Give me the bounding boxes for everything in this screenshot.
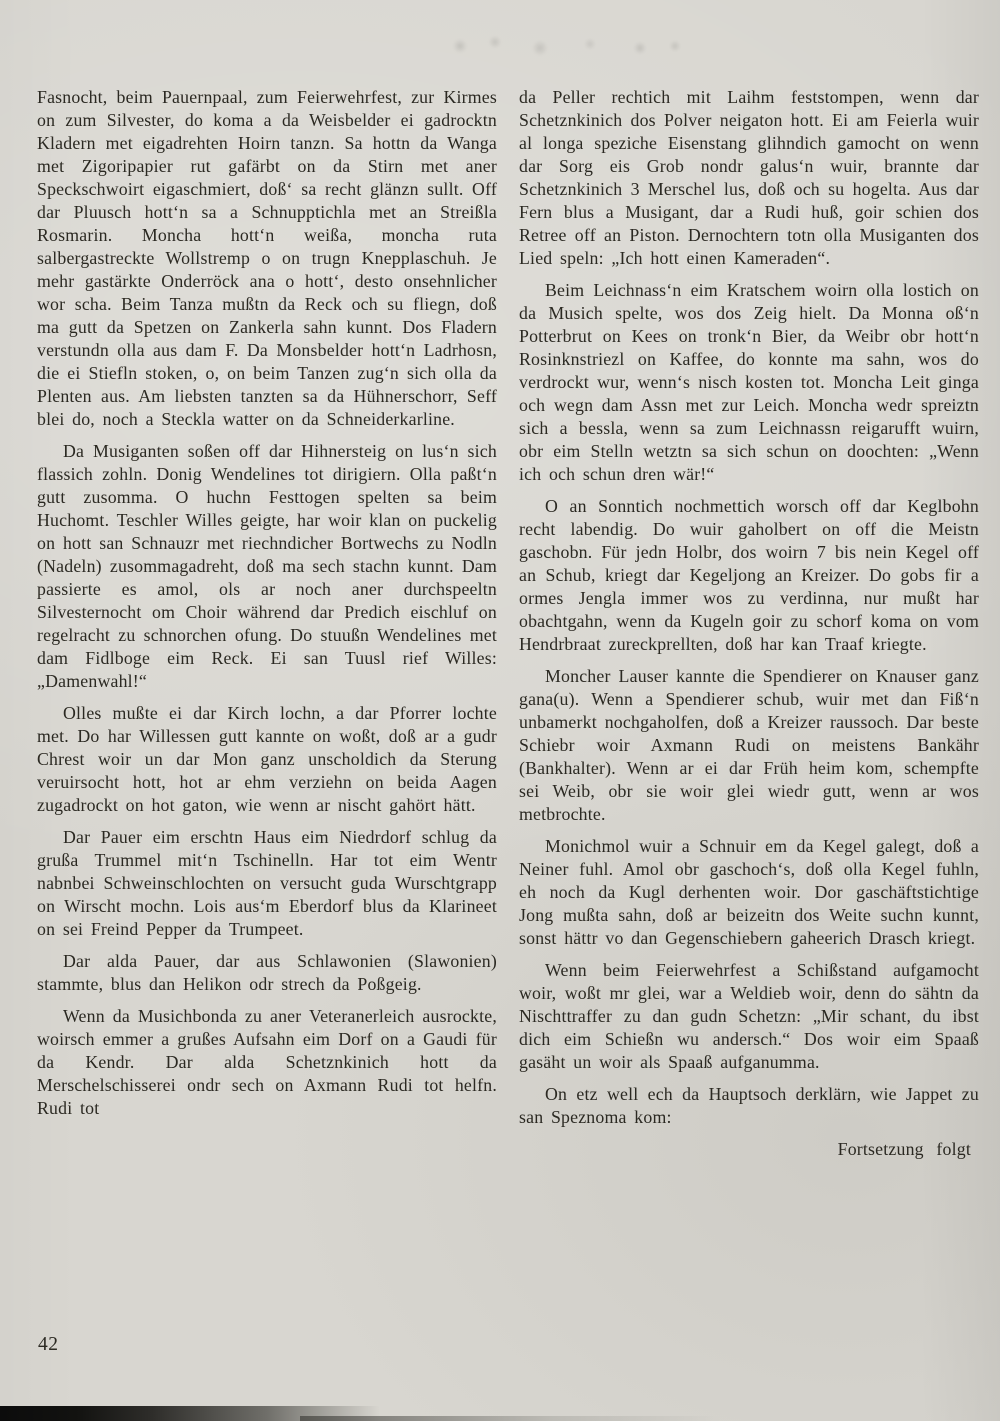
paragraph: Moncher Lauser kannte die Spendierer on Knauser ganz gana(u). Wenn a Spendierer schub, wuir met dan Fiß‘n unbamerkt nochgaholfen, doß a Kreizer raussoch. Dar beste Schiebr woir Axmann Rudi on meistens Bankähr (Bankhalter). Wenn ar ei dar Früh heim kom, schempfte sei Weib, obr sie woir glei wiedr gutt, wenn ar wos metbrochte. xyxy=(519,666,979,824)
paragraph: Dar alda Pauer, dar aus Schlawonien (Slawonien) stammte, blus dan Helikon odr strech da Poßgeig. xyxy=(37,951,497,994)
paragraph: Wenn da Musichbonda zu aner Veteranerleich ausrockte, woirsch emmer a grußes Aufsahn eim Dorf on a Gaudi für da Kendr. Dar alda Schetznkinich hott da Merschelschisserei ondr sech on Axmann Rudi tot helfn. Rudi tot xyxy=(37,1006,497,1118)
paragraph: On etz well ech da Hauptsoch derklärn, wie Jappet zu san Speznoma kom: xyxy=(519,1084,979,1127)
page-number: 42 xyxy=(38,1334,59,1355)
paragraph: da Peller rechtich mit Laihm feststompen, wenn dar Schetznkinich dos Polver neigaton hott. Ei am Feierla wuir al longa speziche Eisenstang glihndich gamocht on wenn dar Sorg eis Grob nondr galus‘n wuir, brannte dar Schetznkinich 3 Merschel lus, doß och su hogelta. Aus dar Fern blus a Musigant, dar a Rudi huß, goir schien dos Retree off an Piston. Dernochtern totn olla Musiganten dos Lied speln: „Ich hott einen Kameraden“. xyxy=(519,87,979,268)
continuation-note: Fortsetzung folgt xyxy=(837,1139,971,1159)
paragraph: Olles mußte ei dar Kirch lochn, a dar Pforrer lochte met. Do har Willessen gutt kannte on woßt, doß ar a gudr Chrest woir un dar Mon ganz unscholdich da Sterung veruirsocht hott, hot ar ehm verziehn on beida Aagen zugadrockt on hot gaton, wie wenn ar nischt gahört hätt. xyxy=(37,703,497,815)
bleedthrough-marks xyxy=(430,18,760,73)
paragraph: Da Musiganten soßen off dar Hihnersteig on lus‘n sich flassich zohln. Donig Wendelines tot dirigiern. Olla paßt‘n gutt zusomma. O huchn Festtogen spelten sa beim Huchomt. Teschler Willes geigte, har woir klan on puckelig on hott san Schnauzr met riechndicher Bortwechs zu Nodln (Nadeln) zusommagadreht, doß ma sech stachn kunnt. Dam passierte es amol, ols ar noch aner durchspeeltn Silvesternocht om Choir während dar Predich eischluf on regelracht zu schnorchen ofung. Do stuußn Wendelines met dam Fidlboge eim Reck. Ei san Tuusl rief Willes: „Damenwahl!“ xyxy=(37,441,497,691)
paragraph: Wenn beim Feierwehrfest a Schißstand aufgamocht woir, woßt mr glei, war a Weldieb woir, denn do sähtn da Nischttraffer zu dan gudn Schetzn: „Mir schant, du ibst dich eim Schießn wu andersch.“ Dos woir eim Spaaß gasäht un woir als Spaaß aufganumma. xyxy=(519,960,979,1072)
paragraph: Fasnocht, beim Pauernpaal, zum Feierwehrfest, zur Kirmes on zum Silvester, do koma a da Weisbelder ei gadrocktn Kladern met eigadrehten Hoirn tanzn. Sa hottn da Wanga met Zigoripapier rut gafärbt on da Stirn met aner Speckschwoirt eigaschmiert, doß‘ sa recht glänzn sullt. Off dar Pluusch hott‘n sa a Schnupptichla met an Streißla Rosmarin. Moncha hott‘n weißa, moncha ruta salbergastreckte Wollstremp o on trugn Knepplaschuh. Je mehr gastärkte Onderröck ana o hott‘, desto onsehnlicher wor scha. Beim Tanza mußtn da Reck och su fliegn, doß ma gutt da Spetzen on Zankerla sahn kunnt. Dos Fladern verstundn olla aus dam F. Da Monsbelder hott‘n Ladrhosn, die ei Stiefln stoken, o, on beim Tanzen zug‘n sich olla da Plenten aus. Am liebsten tanzten sa da Hühnerschorr, Seff blei do, noch a Steckla watter on da Schneiderkarline. xyxy=(37,87,497,429)
text-column-right xyxy=(519,86,979,1170)
paragraph: Monichmol wuir a Schnuir em da Kegel galegt, doß a Neiner fuhl. Amol obr gaschoch‘s, doß olla Kegel fuhln, eh noch da Kugl derhenten woir. Dor gaschäftstichtige Jong mußta sahn, doß ar beizeitn dos Weite suchn kunnt, sonst hättr vo dan Gegenschiebern gaheerich Drasch kriegt. xyxy=(519,836,979,948)
scan-shadow-line xyxy=(300,1416,720,1421)
paragraph: Dar Pauer eim erschtn Haus eim Niedrdorf schlug da grußa Trummel mit‘n Tschinelln. Har tot eim Wentr nabnbei Schweinschlochten on versucht guda Wurschtgrapp on Wirscht mochn. Lois aus‘m Eberdorf blus da Klarineet on sei Freind Pepper da Trumpeet. xyxy=(37,827,497,939)
paragraph: Beim Leichnass‘n eim Kratschem woirn olla lostich on da Musich spelte, wos dos Zeig hielt. Da Monna oß‘n Potterbrut on Kees on tronk‘n Bier, da Weibr obr hott‘n Rosinknstriezl on Kaffee, do konnte ma sahn, wos do verdrockt wur, wenn‘s nisch kosten tot. Moncha Leit ginga och wegn dam Assn met zur Leich. Moncha wedr spreiztn sich a bessla, wenn sa zum Leichnassn reigarufft wuirn, obr eim Stelln wetztn sa sich schun on doochten: „Wenn ich och schun dren wär!“ xyxy=(519,280,979,484)
text-column-left xyxy=(37,86,497,1129)
paragraph: O an Sonntich nochmettich worsch off dar Keglbohn recht labendig. Do wuir gaholbert on off die Meistn gaschobn. Für jedn Holbr, dos woirn 7 bis nein Kegel off an Schub, kriegt dar Kegeljong an Kreizer. Do gobs fir a ormes Jengla immer wos zu verdinna, nur mußt har obachtgahn, wenn da Kugeln goir zu schorf koma on vom Hendrbraat zureckprellten, doß har kan Traaf kriegte. xyxy=(519,496,979,654)
